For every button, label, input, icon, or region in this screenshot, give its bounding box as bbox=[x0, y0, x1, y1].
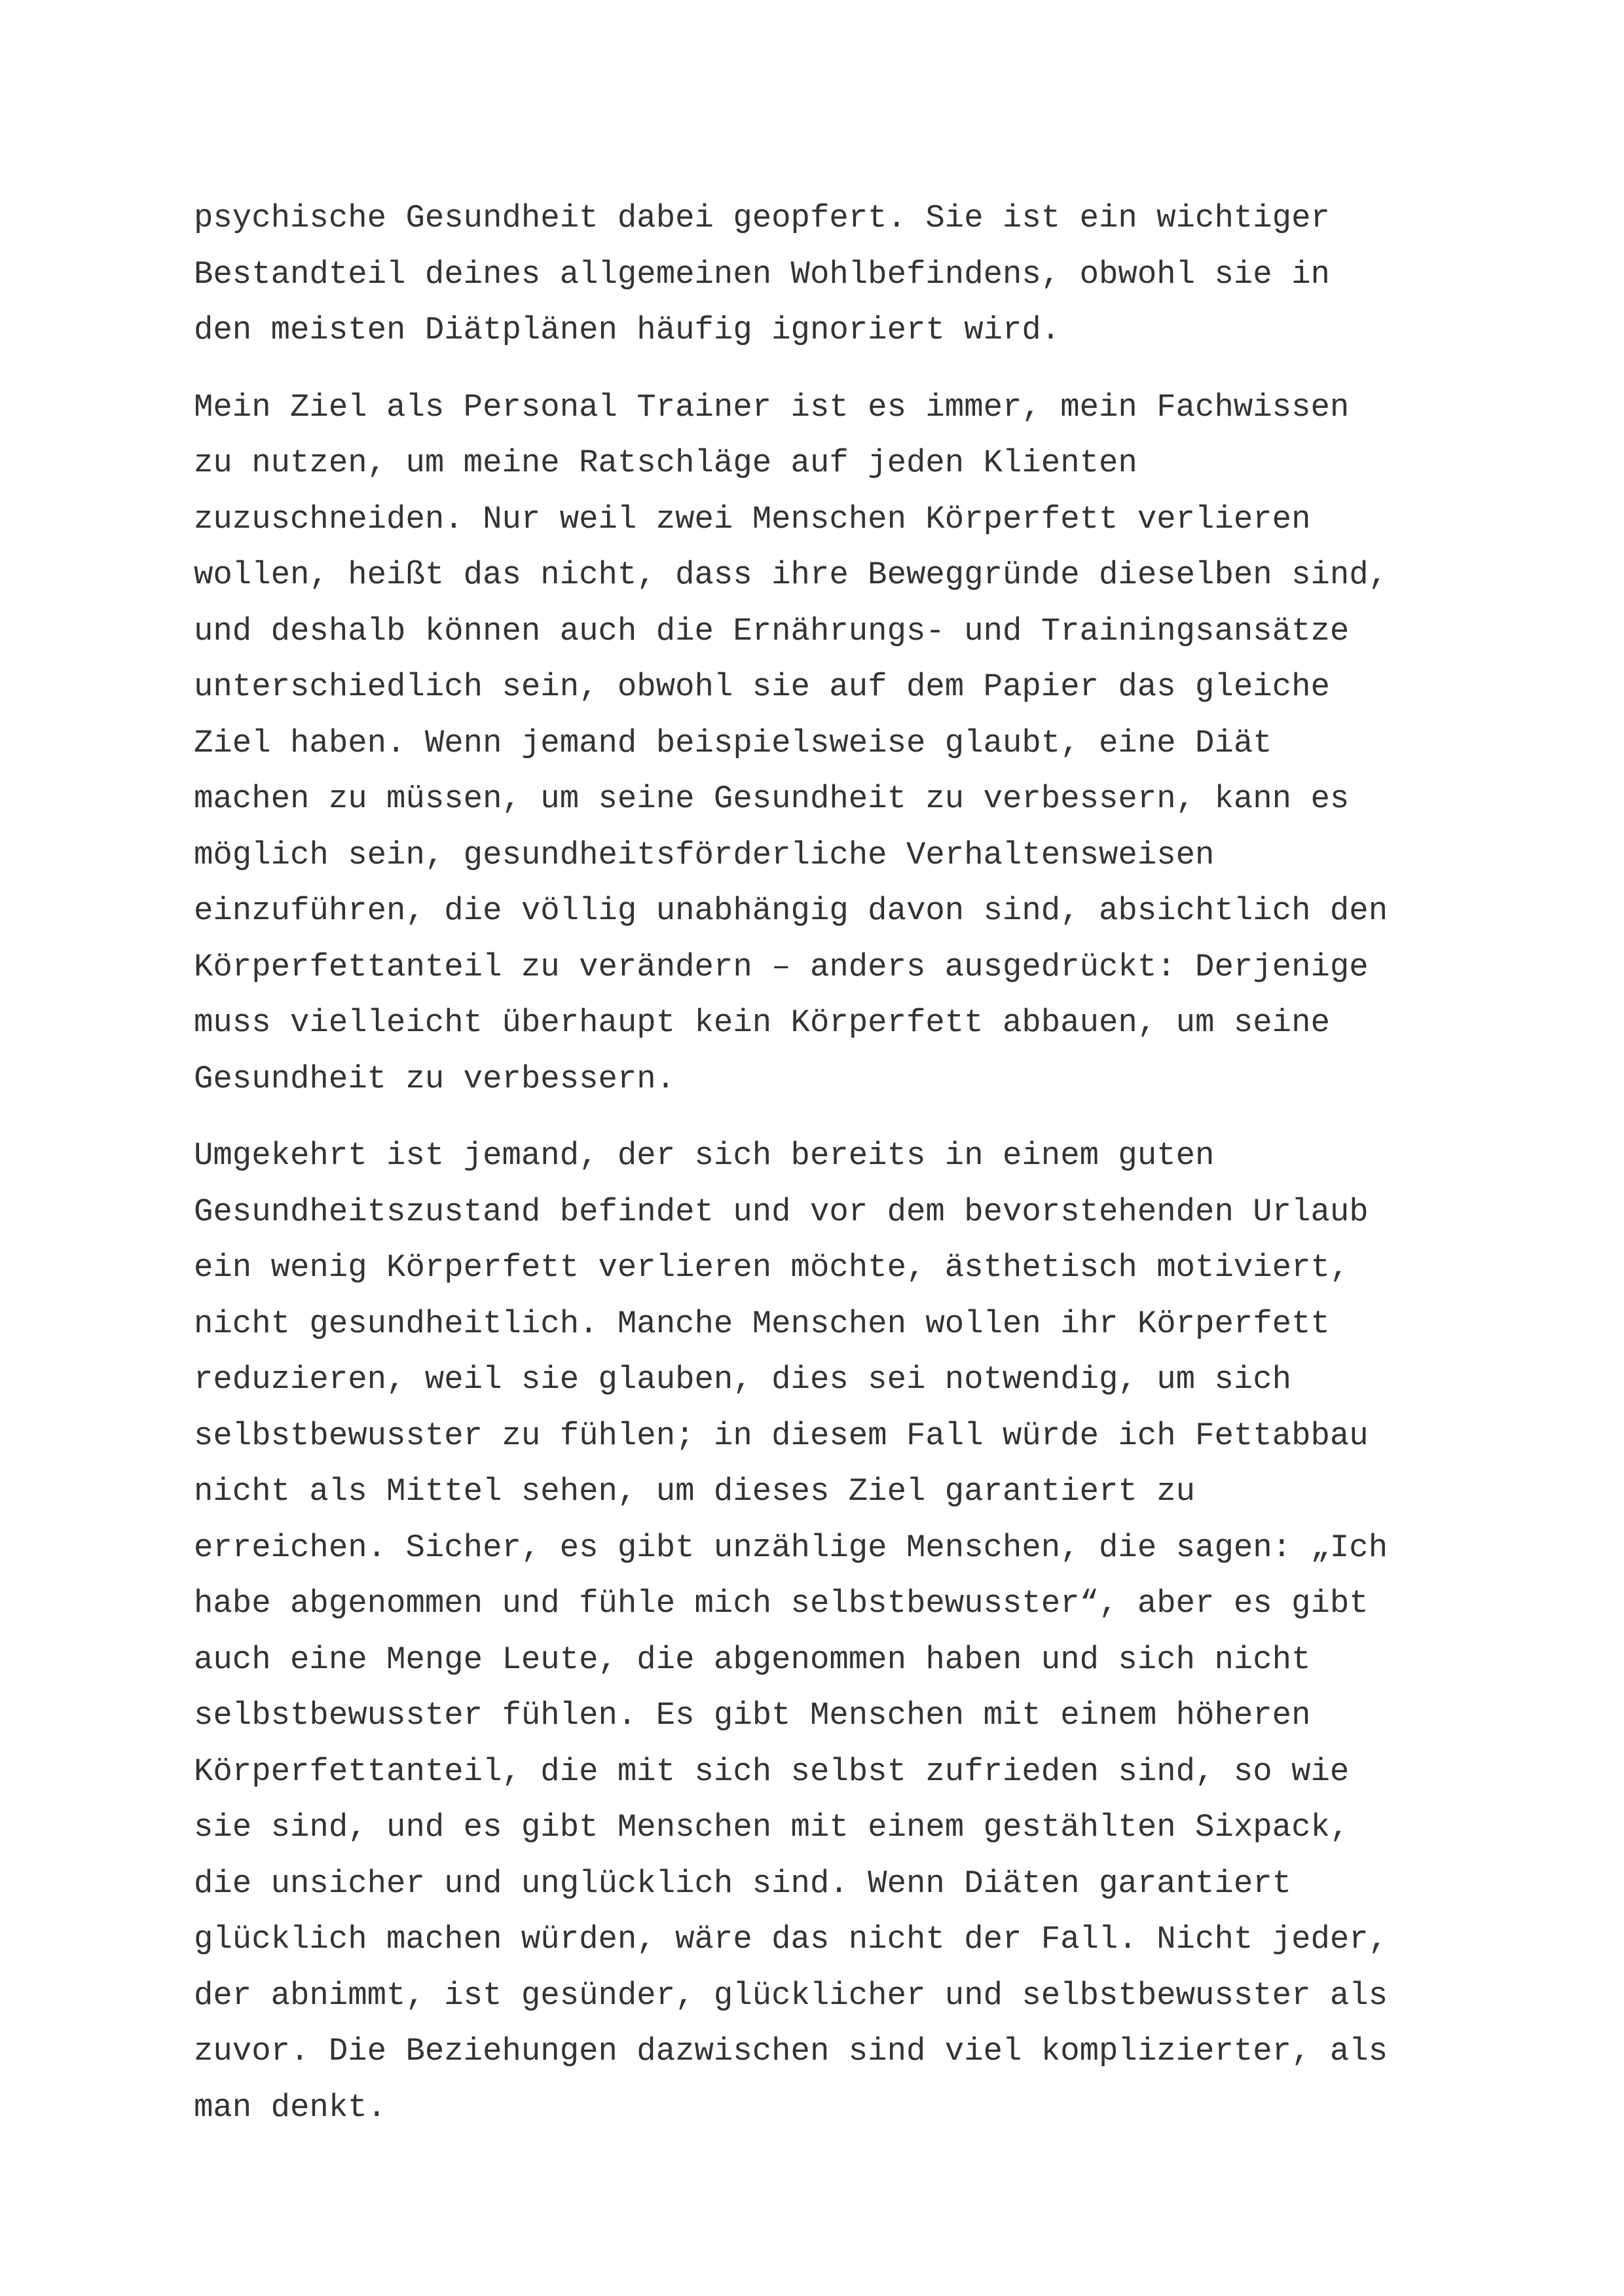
text-line: der abnimmt, ist gesünder, glücklicher und selbstbewusster als bbox=[194, 1977, 1388, 2014]
text-line: Körperfettanteil zu verändern – anders ausgedrückt: Derjenige bbox=[194, 948, 1369, 985]
paragraph-2 bbox=[194, 380, 1438, 1108]
paragraph-1 bbox=[194, 191, 1438, 359]
text-line: reduzieren, weil sie glauben, dies sei notwendig, um sich bbox=[194, 1361, 1292, 1398]
text-line: Gesundheit zu verbessern. bbox=[194, 1060, 676, 1097]
paragraph-3 bbox=[194, 1128, 1438, 2136]
text-line: Mein Ziel als Personal Trainer ist es immer, mein Fachwissen bbox=[194, 388, 1350, 426]
text-line: Ziel haben. Wenn jemand beispielsweise glaubt, eine Diät bbox=[194, 724, 1272, 761]
text-line: möglich sein, gesundheitsförderliche Verhaltensweisen bbox=[194, 836, 1215, 873]
text-line: zuvor. Die Beziehungen dazwischen sind viel komplizierter, als bbox=[194, 2033, 1388, 2069]
text-line: nicht als Mittel sehen, um dieses Ziel garantiert zu bbox=[194, 1473, 1196, 1510]
text-line: unterschiedlich sein, obwohl sie auf dem Papier das gleiche bbox=[194, 668, 1330, 705]
text-line: nicht gesundheitlich. Manche Menschen wollen ihr Körperfett bbox=[194, 1305, 1330, 1342]
text-line: Gesundheitszustand befindet und vor dem bevorstehenden Urlaub bbox=[194, 1193, 1369, 1230]
text-line: psychische Gesundheit dabei geopfert. Sie ist ein wichtiger bbox=[194, 200, 1330, 236]
text-line: selbstbewusster zu fühlen; in diesem Fall würde ich Fettabbau bbox=[194, 1417, 1369, 1454]
text-line: muss vielleicht überhaupt kein Körperfett abbauen, um seine bbox=[194, 1004, 1330, 1041]
text-line: ein wenig Körperfett verlieren möchte, ästhetisch motiviert, bbox=[194, 1249, 1350, 1286]
text-line: zuzuschneiden. Nur weil zwei Menschen Körperfett verlieren bbox=[194, 500, 1311, 538]
text-line: wollen, heißt das nicht, dass ihre Beweggründe dieselben sind, bbox=[194, 556, 1388, 593]
text-line: Bestandteil deines allgemeinen Wohlbefindens, obwohl sie in bbox=[194, 255, 1330, 293]
text-line: Umgekehrt ist jemand, der sich bereits in einem guten bbox=[194, 1137, 1215, 1174]
text-line: glücklich machen würden, wäre das nicht der Fall. Nicht jeder, bbox=[194, 1921, 1388, 1958]
text-line: selbstbewusster fühlen. Es gibt Menschen mit einem höheren bbox=[194, 1697, 1311, 1734]
text-line: habe abgenommen und fühle mich selbstbewusster“, aber es gibt bbox=[194, 1585, 1369, 1622]
text-line: den meisten Diätplänen häufig ignoriert wird. bbox=[194, 312, 1061, 348]
text-line: machen zu müssen, um seine Gesundheit zu verbessern, kann es bbox=[194, 780, 1350, 817]
text-line: einzuführen, die völlig unabhängig davon sind, absichtlich den bbox=[194, 892, 1388, 929]
text-line: man denkt. bbox=[194, 2088, 387, 2126]
text-line: erreichen. Sicher, es gibt unzählige Menschen, die sagen: „Ich bbox=[194, 1529, 1388, 1566]
document-page bbox=[194, 191, 1438, 2157]
text-line: zu nutzen, um meine Ratschläge auf jeden Klienten bbox=[194, 445, 1137, 481]
text-line: sie sind, und es gibt Menschen mit einem gestählten Sixpack, bbox=[194, 1809, 1350, 1846]
text-line: die unsicher und unglücklich sind. Wenn Diäten garantiert bbox=[194, 1865, 1292, 1902]
text-line: auch eine Menge Leute, die abgenommen haben und sich nicht bbox=[194, 1641, 1311, 1678]
text-line: und deshalb können auch die Ernährungs- und Trainingsansätze bbox=[194, 612, 1350, 649]
text-line: Körperfettanteil, die mit sich selbst zufrieden sind, so wie bbox=[194, 1753, 1350, 1790]
